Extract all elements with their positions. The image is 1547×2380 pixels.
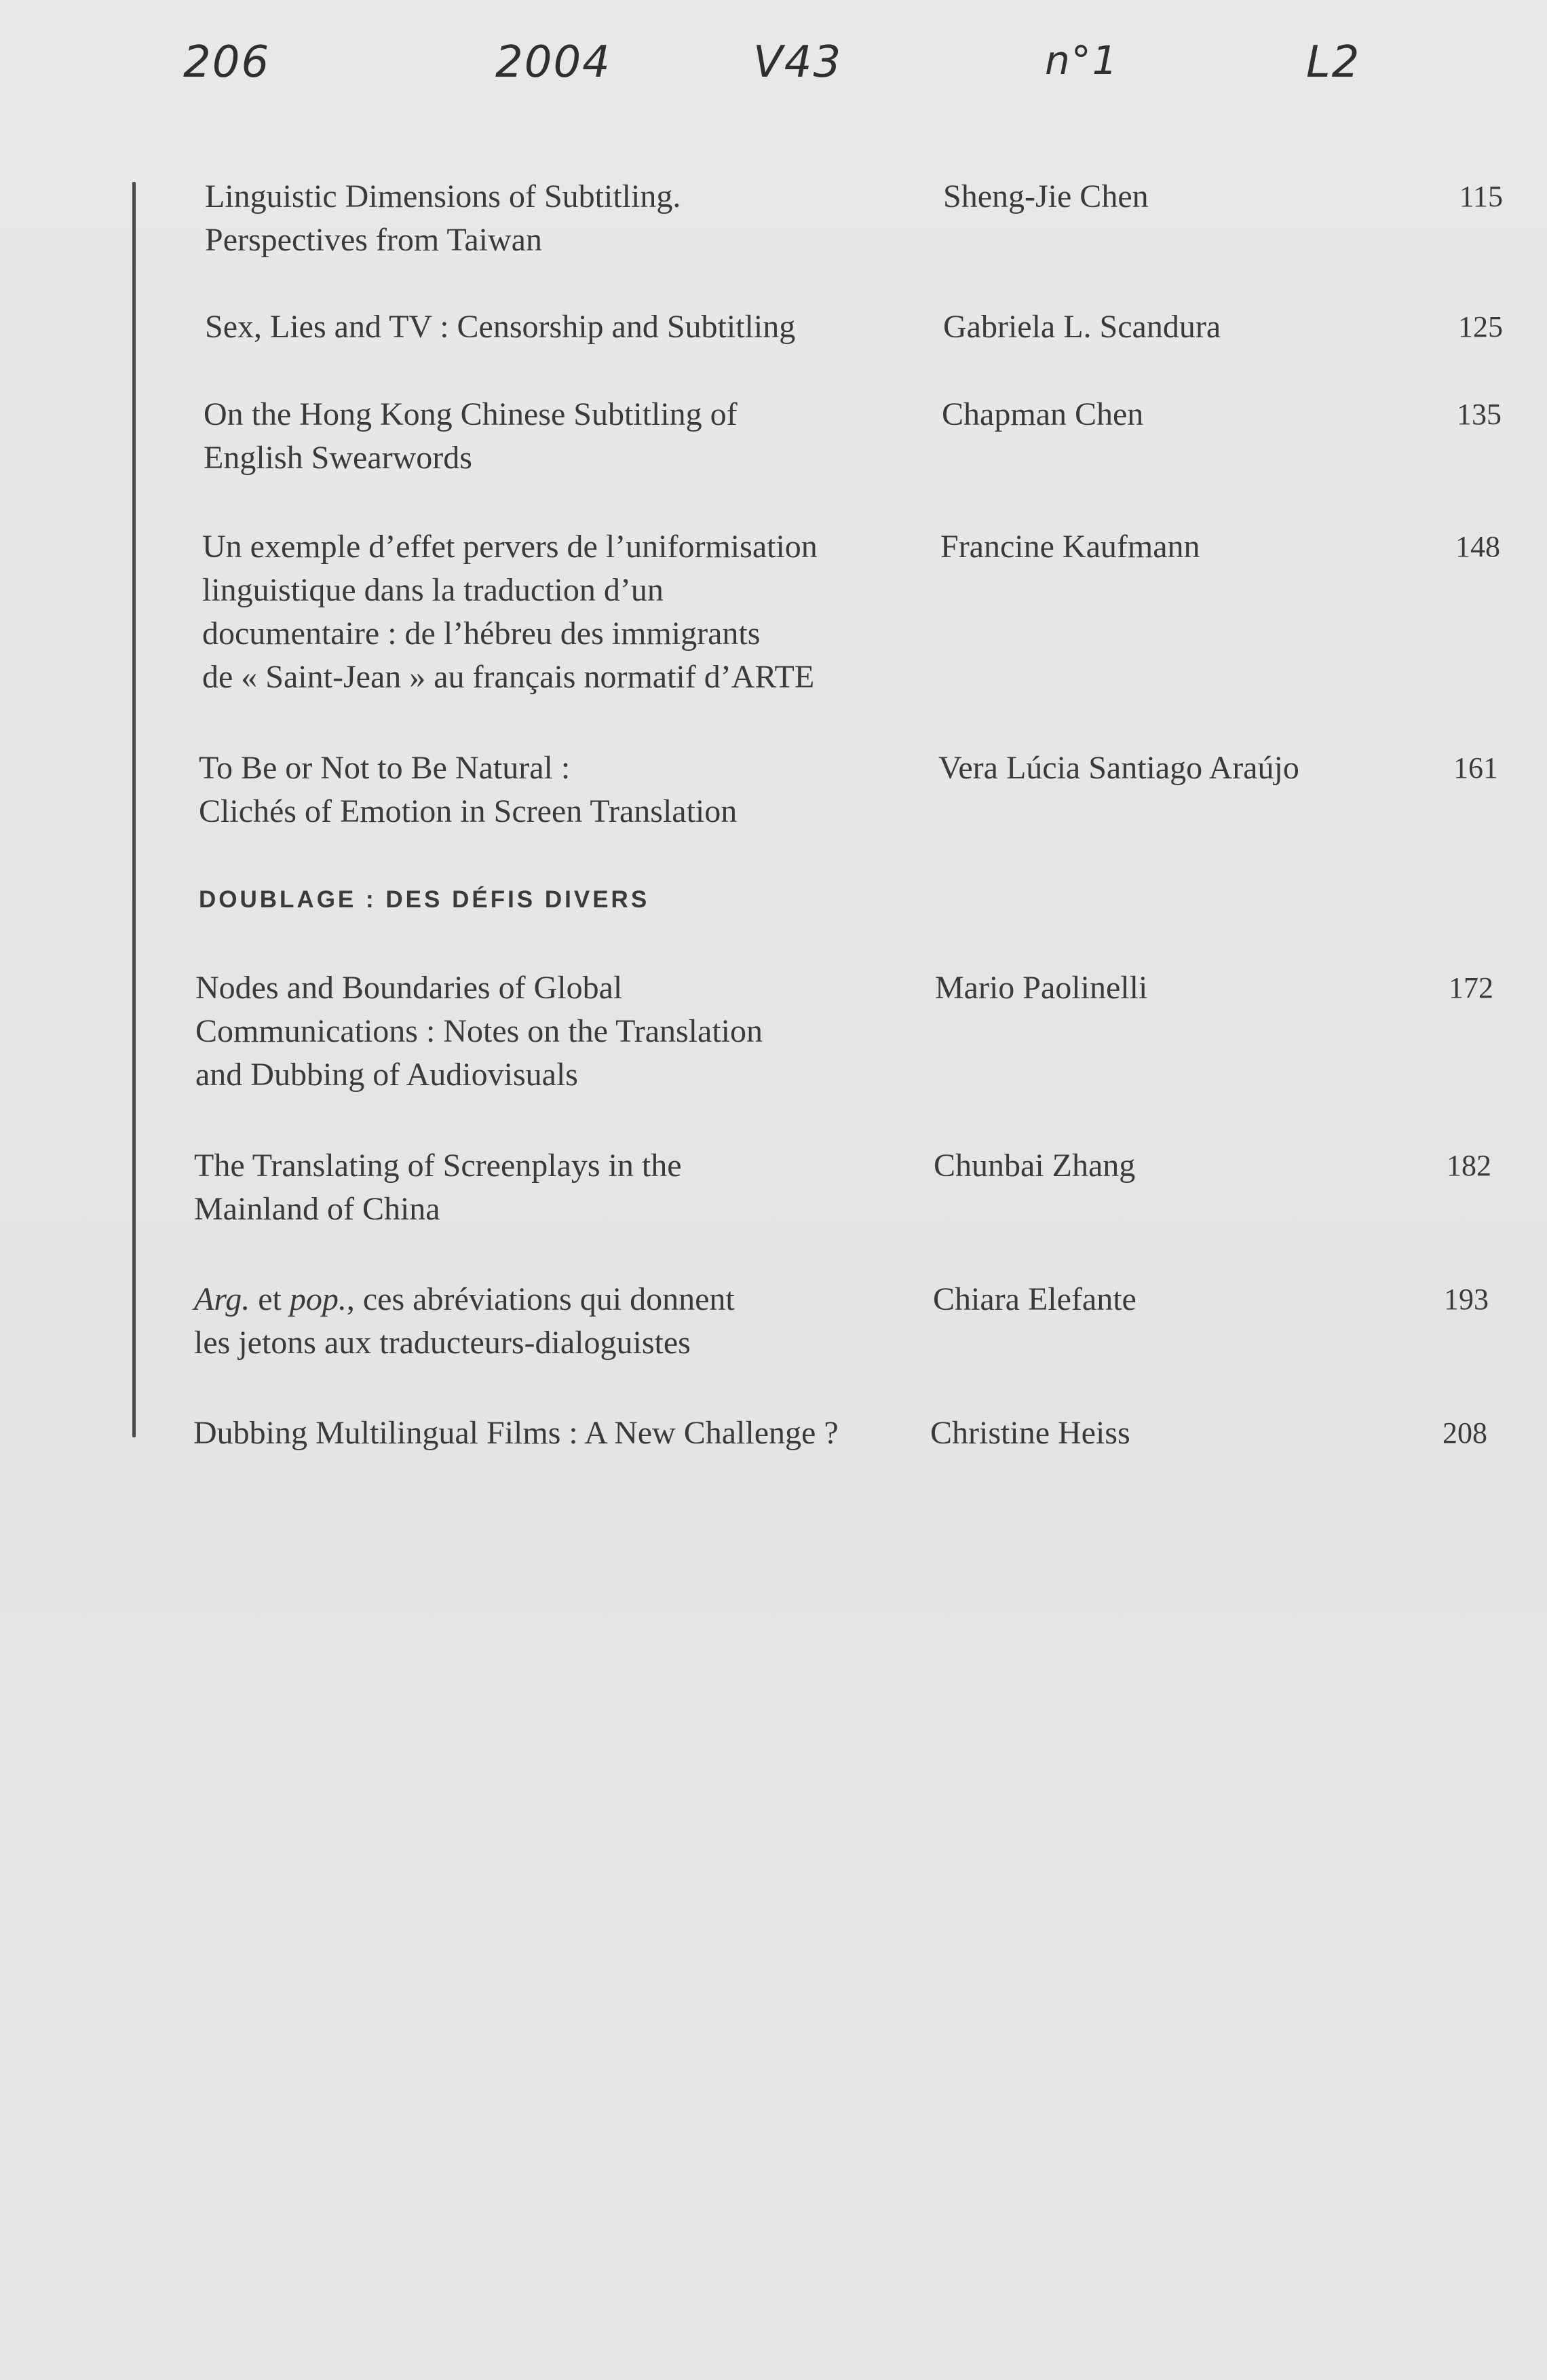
entry-page-number: 148 bbox=[1455, 530, 1500, 563]
title-line: Dubbing Multilingual Films : A New Challenge ? bbox=[193, 1415, 839, 1451]
title-line: Mainland of China bbox=[194, 1191, 440, 1227]
entry-author: Chapman Chen bbox=[942, 396, 1144, 432]
entry-author: Mario Paolinelli bbox=[935, 970, 1148, 1006]
entry-title bbox=[193, 1412, 919, 1455]
title-line: Clichés of Emotion in Screen Translation bbox=[199, 793, 738, 829]
entry-author: Francine Kaufmann bbox=[940, 529, 1200, 565]
title-line: To Be or Not to Be Natural : bbox=[199, 750, 571, 786]
margin-marker-line bbox=[132, 182, 136, 1437]
title-line: Sex, Lies and TV : Censorship and Subtitling bbox=[205, 309, 796, 345]
entry-author: Chunbai Zhang bbox=[934, 1148, 1136, 1184]
title-line: les jetons aux traducteurs-dialoguistes bbox=[194, 1325, 691, 1361]
title-abbrev: Arg. bbox=[194, 1281, 250, 1317]
handwritten-note: 2004 bbox=[495, 37, 611, 88]
entry-title bbox=[205, 175, 931, 262]
entry-author: Christine Heiss bbox=[930, 1415, 1130, 1451]
entry-title bbox=[195, 966, 921, 1097]
handwritten-note: 206 bbox=[183, 37, 271, 88]
entry-page-number: 115 bbox=[1459, 180, 1503, 213]
title-line: On the Hong Kong Chinese Subtitling of bbox=[204, 396, 738, 432]
entry-author: Sheng-Jie Chen bbox=[943, 178, 1149, 214]
title-line: Nodes and Boundaries of Global bbox=[195, 970, 623, 1006]
entry-title bbox=[194, 1278, 920, 1365]
entry-page-number: 161 bbox=[1453, 751, 1498, 785]
entry-page-number: 172 bbox=[1449, 971, 1493, 1004]
entry-title bbox=[194, 1144, 920, 1231]
entry-title bbox=[202, 525, 928, 699]
title-line: Un exemple d’effet pervers de l’uniformisation bbox=[202, 529, 818, 565]
title-fragment: , ces abréviations qui donnent bbox=[346, 1281, 735, 1317]
entry-title bbox=[204, 393, 930, 480]
entry-author: Gabriela L. Scandura bbox=[943, 309, 1221, 345]
title-abbrev: pop. bbox=[289, 1281, 347, 1317]
title-line: Communications : Notes on the Translation bbox=[195, 1013, 763, 1049]
handwritten-note: V43 bbox=[753, 37, 843, 88]
title-line: de « Saint-Jean » au français normatif d’ARTE bbox=[202, 659, 815, 695]
title-line: Perspectives from Taiwan bbox=[205, 222, 542, 258]
entry-author: Vera Lúcia Santiago Araújo bbox=[938, 750, 1299, 786]
title-line: linguistique dans la traduction d’un bbox=[202, 572, 664, 608]
entry-author: Chiara Elefante bbox=[933, 1281, 1137, 1317]
entry-title bbox=[205, 305, 931, 349]
title-line: documentaire : de l’hébreu des immigrants bbox=[202, 616, 761, 651]
title-line: The Translating of Screenplays in the bbox=[194, 1148, 682, 1184]
section-heading: DOUBLAGE : DES DÉFIS DIVERS bbox=[199, 886, 650, 913]
entry-page-number: 193 bbox=[1444, 1283, 1489, 1316]
title-line: English Swearwords bbox=[204, 440, 472, 476]
title-line: and Dubbing of Audiovisuals bbox=[195, 1057, 578, 1093]
title-line bbox=[194, 1278, 920, 1321]
title-line: Linguistic Dimensions of Subtitling. bbox=[205, 178, 681, 214]
entry-page-number: 208 bbox=[1443, 1416, 1487, 1450]
entry-page-number: 182 bbox=[1447, 1149, 1491, 1182]
entry-page-number: 135 bbox=[1457, 398, 1502, 431]
handwritten-note: L2 bbox=[1306, 37, 1361, 88]
title-fragment: et bbox=[250, 1281, 290, 1317]
entry-page-number: 125 bbox=[1458, 310, 1503, 343]
handwritten-note: n°1 bbox=[1045, 37, 1119, 83]
entry-title bbox=[199, 747, 925, 833]
